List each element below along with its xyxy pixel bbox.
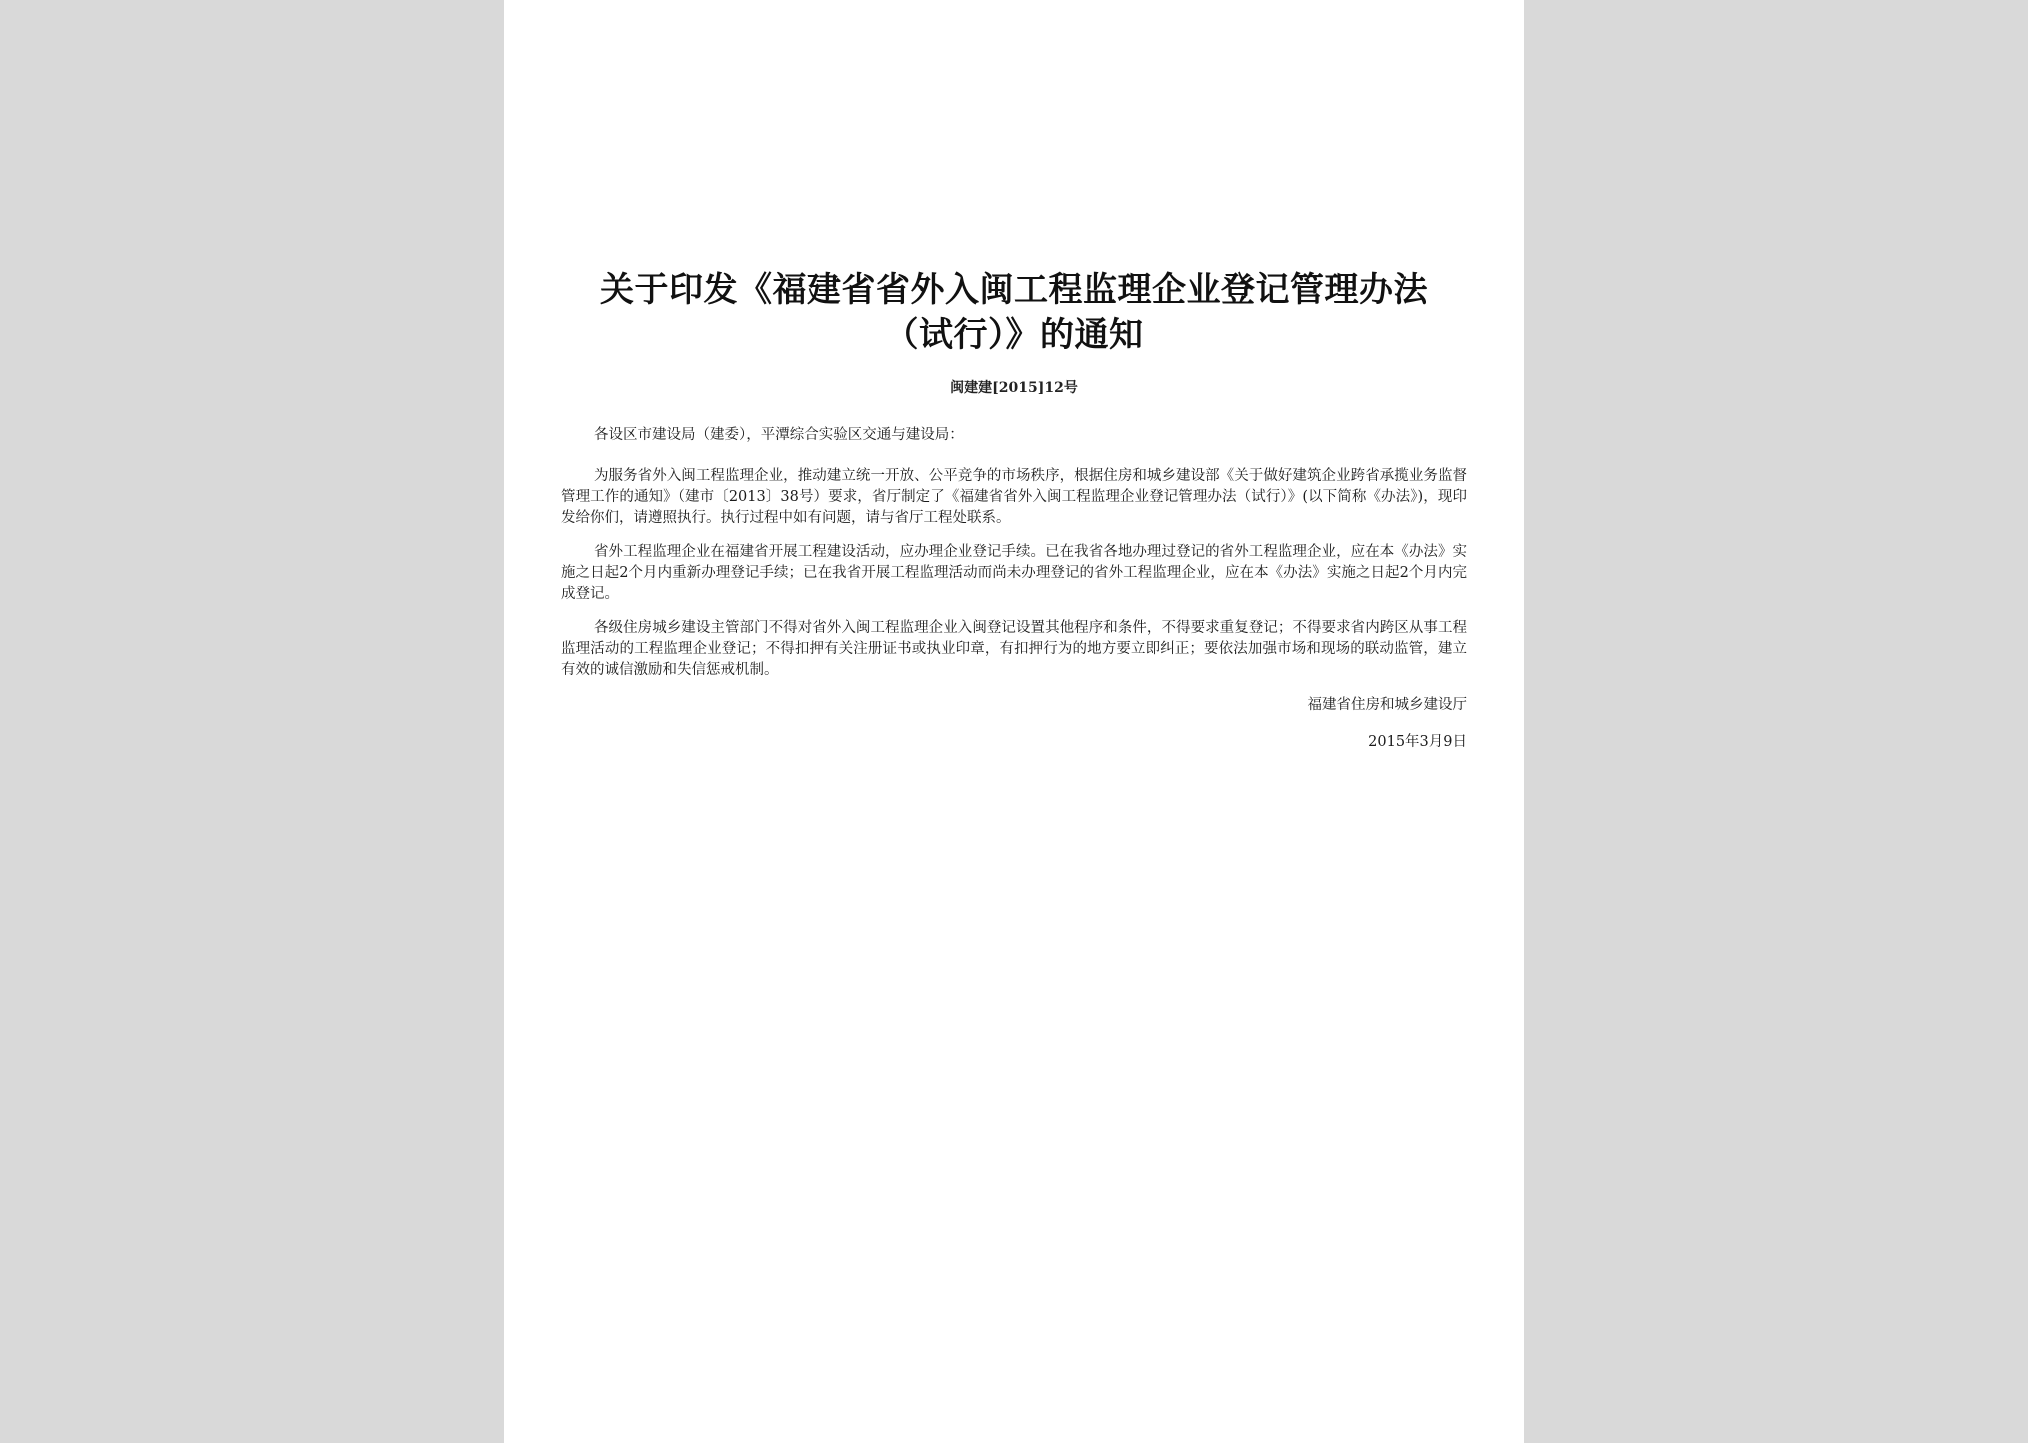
document-page [504, 0, 1524, 1443]
document-title [561, 268, 1467, 358]
document-number: 闽建建[2015]12号 [950, 380, 1078, 396]
paragraph-3: 各级住房城乡建设主管部门不得对省外入闽工程监理企业入闽登记设置其他程序和条件，不得要求重复登记；不得要求省内跨区从事工程监理活动的工程监理企业登记；不得扣押有关注册证书或执业印章，有扣押行为的地方要立即纠正；要依法加强市场和现场的联动监管，建立有效的诚信激励和失信惩戒机制。 [561, 620, 1467, 678]
paragraph-1: 为服务省外入闽工程监理企业，推动建立统一开放、公平竞争的市场秩序，根据住房和城乡建设部《关于做好建筑企业跨省承揽业务监督管理工作的通知》（建市〔2013〕38号）要求，省厅制定了《福建省省外入闽工程监理企业登记管理办法（试行）》(以下简称《办法》)，现印发给你们，请遵照执行。执行过程中如有问题，请与省厅工程处联系。 [561, 468, 1467, 526]
salutation: 各设区市建设局（建委），平潭综合实验区交通与建设局： [594, 427, 964, 443]
title-line-2: （试行）》的通知 [884, 315, 1144, 355]
title-line-1: 关于印发《福建省省外入闽工程监理企业登记管理办法 [600, 270, 1428, 310]
issue-date: 2015年3月9日 [1368, 734, 1467, 750]
paragraph-2: 省外工程监理企业在福建省开展工程建设活动，应办理企业登记手续。已在我省各地办理过登记的省外工程监理企业，应在本《办法》实施之日起2个月内重新办理登记手续；已在我省开展工程监理活动而尚未办理登记的省外工程监理企业，应在本《办法》实施之日起2个月内完成登记。 [561, 544, 1467, 602]
issuer-signature: 福建省住房和城乡建设厅 [1307, 697, 1467, 713]
